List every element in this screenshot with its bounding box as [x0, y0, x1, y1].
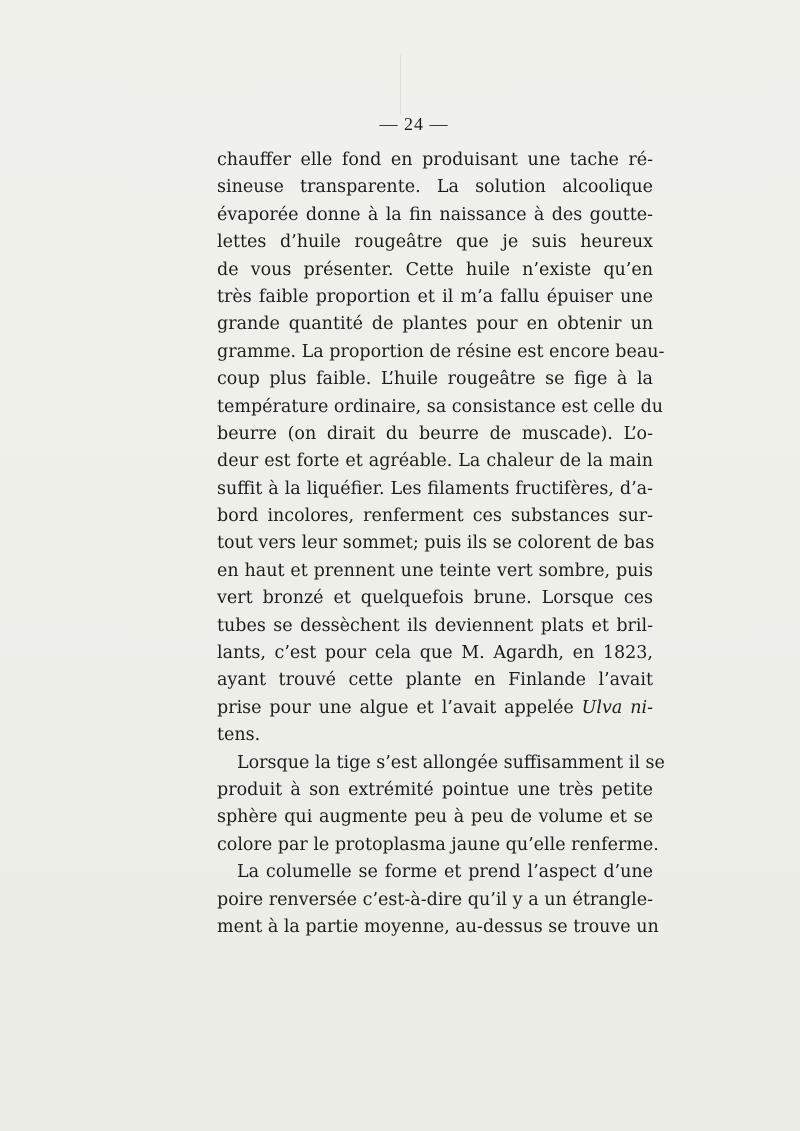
text-line-with-italic	[217, 695, 653, 722]
text-line: gramme. La proportion de résine est encore beau-	[217, 341, 665, 362]
text-line: lettes d’huile rougeâtre que je suis heureux	[217, 232, 653, 253]
text-line: colore par le protoplasma jaune qu’elle renferme.	[217, 834, 659, 855]
text-line: coup plus faible. L’huile rougeâtre se fige à la	[217, 369, 653, 390]
text-line: chauffer elle fond en produisant une tache ré-	[217, 150, 653, 170]
text-line: en haut et prennent une teinte vert sombre, puis	[217, 560, 653, 581]
text-line-prefix: prise pour une algue et l’avait appelée	[217, 697, 582, 718]
text-line: de vous présenter. Cette huile n’existe qu’en	[217, 259, 653, 280]
text-line: vert bronzé et quelquefois brune. Lorsque ces	[217, 588, 653, 609]
text-line-paragraph-start: Lorsque la tige s’est allongée suffisamment il se	[237, 752, 665, 773]
page-number: — 24 —	[379, 114, 449, 134]
text-line: température ordinaire, sa consistance est celle du	[217, 396, 664, 417]
italic-species-name: Ulva ni-	[581, 697, 653, 718]
text-line: deur est forte et agréable. La chaleur de la main	[217, 451, 653, 472]
text-line: sphère qui augmente peu à peu de volume et se	[217, 807, 653, 828]
text-line: lants, c’est pour cela que M. Agardh, en 1823,	[217, 643, 653, 664]
paper-scuff	[400, 55, 401, 115]
text-line: sineuse transparente. La solution alcoolique	[217, 177, 653, 198]
text-line-paragraph-start: La columelle se forme et prend l’aspect d’une	[237, 862, 653, 883]
text-line: ment à la partie moyenne, au-dessus se trouve un	[217, 916, 659, 937]
text-line: grande quantité de plantes pour en obtenir un	[217, 314, 653, 335]
text-line: tubes se dessèchent ils deviennent plats et bril-	[217, 615, 653, 636]
text-line: produit à son extrémité pointue une très petite	[217, 779, 653, 800]
text-line: poire renversée c’est-à-dire qu’il y a un étrangle-	[217, 889, 653, 910]
text-line: tout vers leur sommet; puis ils se colorent de bas	[217, 533, 655, 554]
text-line: très faible proportion et il m’a fallu épuiser une	[217, 286, 653, 307]
body-text	[217, 147, 665, 941]
text-line: évaporée donne à la fin naissance à des goutte-	[217, 204, 653, 225]
text-line: ayant trouvé cette plante en Finlande l’avait	[217, 670, 653, 691]
text-line: bord incolores, renferment ces substances sur-	[217, 506, 653, 527]
italic-species-name-tail: tens.	[217, 725, 261, 746]
text-line: suffit à la liquéfier. Les filaments fructifères, d’a-	[217, 478, 653, 499]
text-line: beurre (on dirait du beurre de muscade). L’o-	[217, 423, 653, 444]
